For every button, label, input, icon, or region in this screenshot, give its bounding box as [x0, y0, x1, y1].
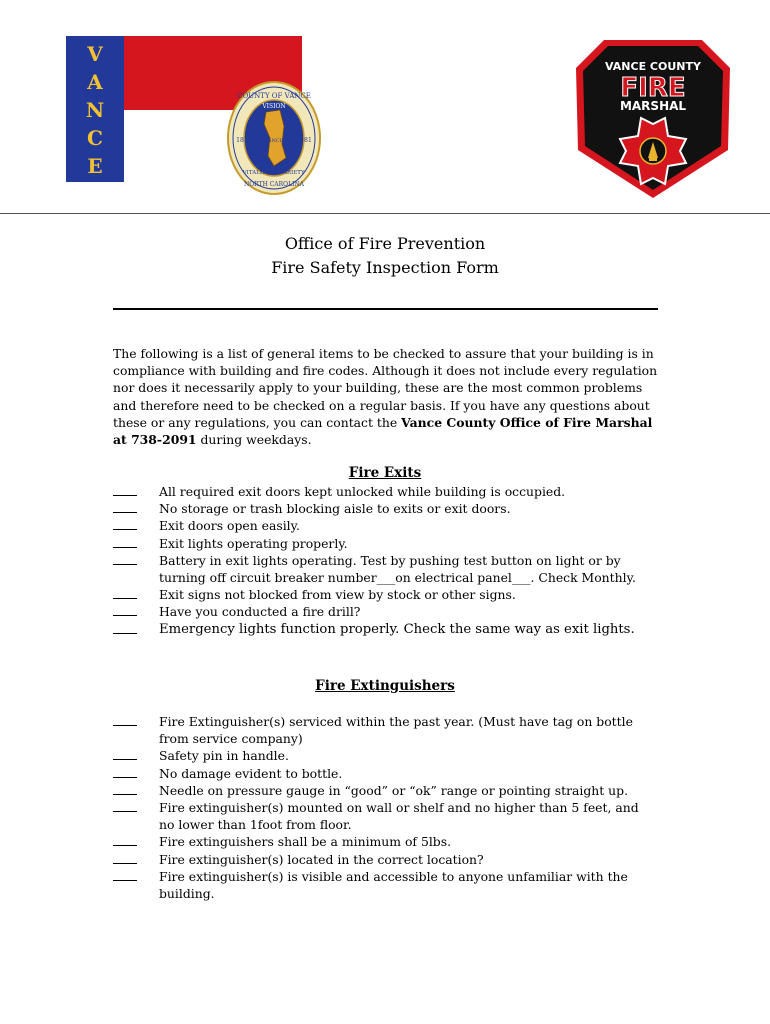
list-item: [113, 603, 658, 620]
page-header: [0, 0, 770, 214]
item-text: Fire extinguisher(s) is visible and accessible to anyone unfamiliar with the building.: [159, 868, 628, 902]
item-text: No damage evident to bottle.: [159, 765, 343, 781]
list-item: [113, 833, 658, 850]
check-blank[interactable]: [113, 517, 137, 530]
seal-vision-text: VISION: [262, 103, 286, 110]
item-text: Needle on pressure gauge in “good” or “ok” range or pointing straight up.: [159, 782, 629, 798]
item-text: Emergency lights function properly. Check the same way as exit lights.: [159, 621, 635, 637]
flag-letter: E: [87, 154, 103, 178]
badge-line1: VANCE COUNTY: [605, 60, 701, 73]
check-blank[interactable]: [113, 603, 137, 616]
check-blank[interactable]: [113, 500, 137, 513]
item-text: Fire extinguishers shall be a minimum of 5lbs.: [159, 834, 452, 850]
vance-county-flag: [66, 36, 312, 188]
county-seal-icon: [226, 78, 322, 196]
title-line-2: Fire Safety Inspection Form: [271, 258, 499, 277]
flag-letter: V: [87, 42, 103, 66]
list-item: [113, 552, 658, 586]
list-item: [113, 765, 658, 782]
seal-left-year: 18: [236, 137, 244, 144]
list-item: [113, 517, 658, 534]
item-text: Battery in exit lights operating. Test by pushing test button on light or by turning off circuit breaker number___on electrical panel___. Check Monthly.: [159, 552, 636, 586]
list-item: [113, 747, 658, 764]
badge-line3: MARSHAL: [619, 99, 687, 113]
seal-right-year: 81: [304, 137, 312, 144]
seal-bottom-text: NORTH CAROLINA: [243, 181, 305, 188]
item-text: Exit lights operating properly.: [159, 535, 348, 551]
item-text: Exit doors open easily.: [159, 518, 300, 534]
check-blank[interactable]: [113, 782, 137, 795]
list-item: [113, 586, 658, 603]
list-item: [113, 621, 658, 639]
seal-top-text: COUNTY OF VANCE: [237, 92, 311, 100]
fire-exits-list: [113, 483, 658, 639]
intro-paragraph: [113, 345, 663, 448]
check-blank[interactable]: [113, 747, 137, 760]
check-blank[interactable]: [113, 552, 137, 565]
item-text: Fire Extinguisher(s) serviced within the past year. (Must have tag on bottle from service company): [159, 714, 633, 747]
fire-marshal-badge: [572, 34, 734, 202]
check-blank[interactable]: [113, 621, 137, 634]
title-line-1: Office of Fire Prevention: [284, 234, 486, 253]
seal-variety-text: VARIETY: [279, 170, 305, 176]
list-item: [113, 483, 658, 500]
flag-letters: [66, 40, 124, 180]
title-divider: [113, 308, 658, 310]
check-blank[interactable]: [113, 713, 137, 726]
check-blank[interactable]: [113, 833, 137, 846]
badge-line2: FIRE: [620, 73, 686, 103]
flag-blue-stripe: [66, 36, 124, 182]
fire-extinguishers-heading: Fire Extinguishers: [315, 678, 455, 694]
intro-suffix: during weekdays.: [196, 432, 312, 448]
check-blank[interactable]: [113, 868, 137, 881]
form-title: [0, 232, 770, 280]
seal-vitality-text: VITALITY: [242, 170, 270, 176]
item-text: Have you conducted a fire drill?: [159, 604, 361, 620]
check-blank[interactable]: [113, 586, 137, 599]
check-blank[interactable]: [113, 799, 137, 812]
check-blank[interactable]: [113, 483, 137, 496]
list-item: [113, 868, 658, 902]
list-item: [113, 782, 658, 799]
check-blank[interactable]: [113, 851, 137, 864]
list-item: [113, 500, 658, 517]
item-text: Safety pin in handle.: [159, 748, 289, 764]
flag-letter: A: [87, 70, 103, 94]
flag-letter: N: [85, 98, 105, 122]
contact-info: Vance County Office of Fire Marshal at 738-2091: [113, 414, 653, 448]
list-item: [113, 851, 658, 868]
header-divider: [0, 213, 770, 214]
list-item: [113, 535, 658, 552]
list-item: [113, 713, 658, 747]
intro-text: The following is a list of general items to be checked to assure that your building is in compliance with building and fire codes. Although it does not include every regulation nor does it necessarily apply to your building, these are the most common problems and therefore need to be checked on a regular basis. If you have any questions about these or any regulations, you can contact the: [113, 346, 658, 430]
fire-exits-heading: Fire Exits: [348, 465, 422, 481]
flag-letter: C: [87, 126, 103, 150]
item-text: Fire extinguisher(s) located in the correct location?: [159, 851, 484, 867]
item-text: No storage or trash blocking aisle to exits or exit doors.: [159, 501, 511, 517]
check-blank[interactable]: [113, 535, 137, 548]
fire-extinguishers-list: [113, 713, 658, 902]
item-text: All required exit doors kept unlocked while building is occupied.: [159, 484, 566, 499]
list-item: [113, 799, 658, 833]
seal-center-text: VANCE: [264, 138, 284, 144]
item-text: Fire extinguisher(s) mounted on wall or shelf and no higher than 5 feet, and no lower than 1foot from floor.: [159, 800, 639, 833]
check-blank[interactable]: [113, 765, 137, 778]
item-text: Exit signs not blocked from view by stock or other signs.: [159, 587, 516, 603]
